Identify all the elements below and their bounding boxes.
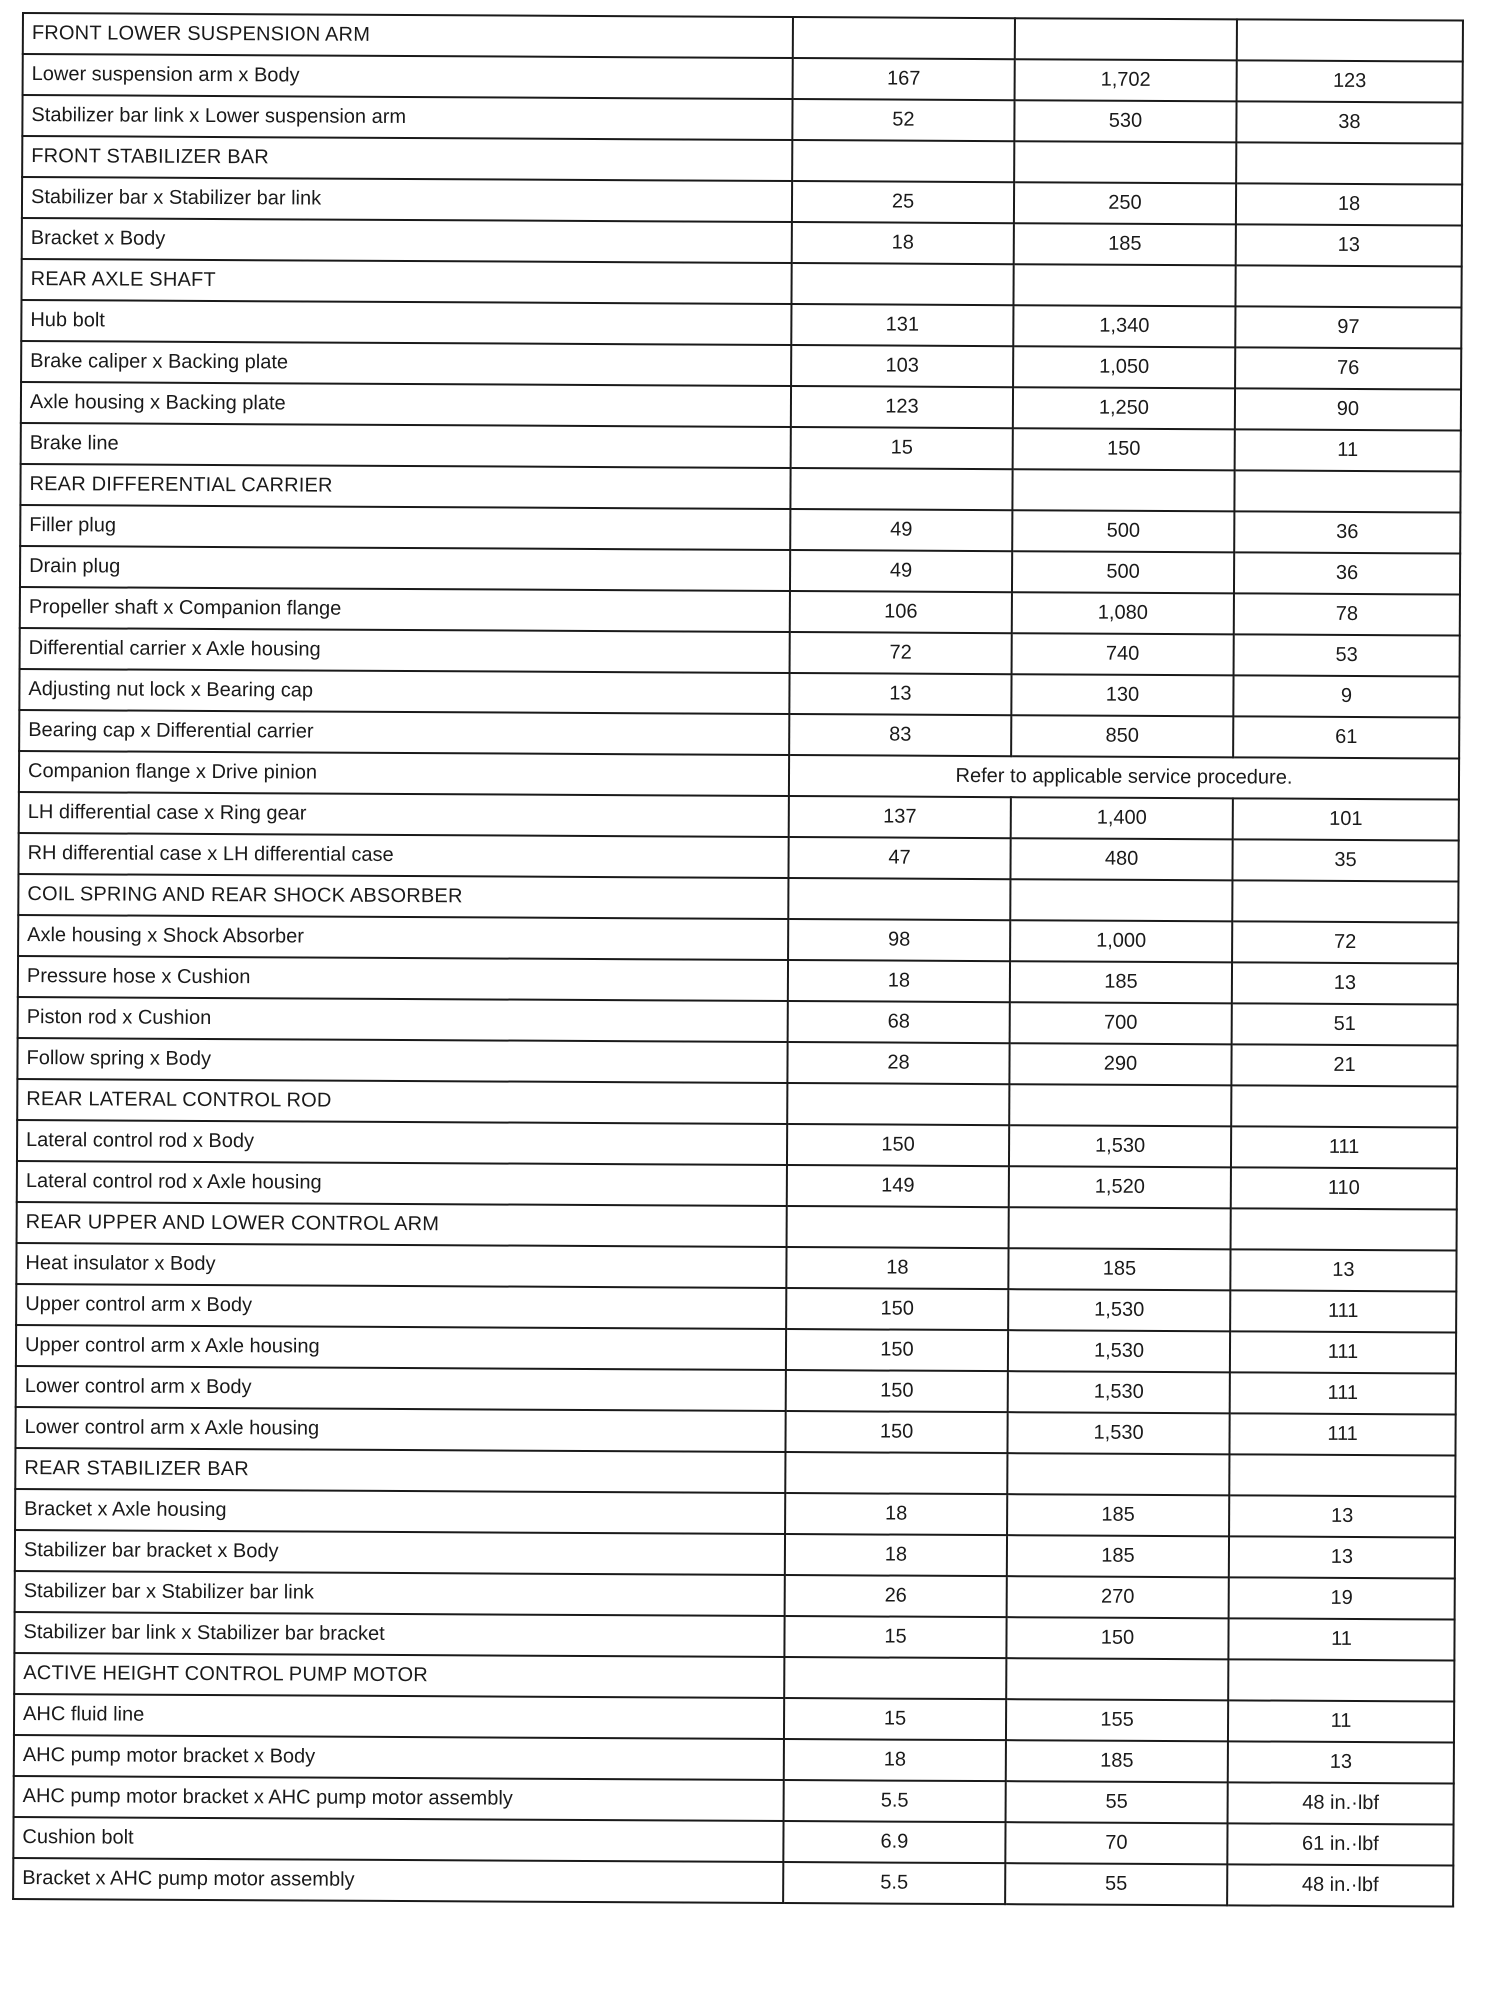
torque-nm-value: 150 bbox=[786, 1329, 1008, 1371]
part-name: Stabilizer bar link x Lower suspension arm bbox=[22, 95, 792, 140]
torque-kgf-cm-value: 1,702 bbox=[1015, 59, 1237, 101]
torque-kgf-cm-value: 185 bbox=[1007, 1494, 1229, 1536]
part-name: AHC pump motor bracket x Body bbox=[14, 1735, 784, 1780]
empty-cell bbox=[785, 1452, 1007, 1494]
part-name: Lateral control rod x Body bbox=[17, 1120, 787, 1165]
torque-ft-lbf-value: 48 in.·lbf bbox=[1228, 1782, 1454, 1824]
torque-nm-value: 150 bbox=[786, 1288, 1008, 1330]
torque-nm-value: 167 bbox=[793, 58, 1015, 100]
torque-kgf-cm-value: 1,250 bbox=[1013, 387, 1235, 429]
torque-ft-lbf-value: 13 bbox=[1230, 1249, 1456, 1291]
torque-kgf-cm-value: 130 bbox=[1011, 674, 1233, 716]
procedure-note: Refer to applicable service procedure. bbox=[789, 755, 1459, 800]
torque-ft-lbf-value: 36 bbox=[1234, 552, 1460, 594]
torque-kgf-cm-value: 250 bbox=[1014, 182, 1236, 224]
empty-cell bbox=[1236, 142, 1462, 184]
part-name: Bracket x Body bbox=[22, 218, 792, 263]
torque-nm-value: 72 bbox=[790, 632, 1012, 674]
empty-cell bbox=[1232, 880, 1458, 922]
part-name: Stabilizer bar link x Stabilizer bar bracket bbox=[14, 1612, 784, 1657]
torque-ft-lbf-value: 123 bbox=[1237, 60, 1463, 102]
empty-cell bbox=[1009, 1207, 1231, 1249]
empty-cell bbox=[1012, 469, 1234, 511]
section-title: FRONT LOWER SUSPENSION ARM bbox=[23, 13, 793, 58]
torque-kgf-cm-value: 1,080 bbox=[1012, 592, 1234, 634]
torque-nm-value: 52 bbox=[792, 99, 1014, 141]
part-name: AHC pump motor bracket x AHC pump motor assembly bbox=[14, 1776, 784, 1821]
torque-kgf-cm-value: 155 bbox=[1006, 1699, 1228, 1741]
torque-ft-lbf-value: 11 bbox=[1228, 1700, 1454, 1742]
torque-ft-lbf-value: 11 bbox=[1235, 429, 1461, 471]
torque-nm-value: 13 bbox=[789, 673, 1011, 715]
torque-nm-value: 83 bbox=[789, 714, 1011, 756]
part-name: Propeller shaft x Companion flange bbox=[20, 587, 790, 632]
part-name: Axle housing x Backing plate bbox=[21, 382, 791, 427]
torque-kgf-cm-value: 55 bbox=[1006, 1781, 1228, 1823]
torque-kgf-cm-value: 185 bbox=[1008, 1248, 1230, 1290]
section-title: REAR DIFFERENTIAL CARRIER bbox=[20, 464, 790, 509]
torque-kgf-cm-value: 1,520 bbox=[1009, 1166, 1231, 1208]
torque-nm-value: 150 bbox=[786, 1370, 1008, 1412]
torque-kgf-cm-value: 1,530 bbox=[1008, 1330, 1230, 1372]
torque-nm-value: 18 bbox=[785, 1493, 1007, 1535]
torque-ft-lbf-value: 13 bbox=[1236, 224, 1462, 266]
table-row bbox=[13, 1858, 1453, 1907]
empty-cell bbox=[790, 468, 1012, 510]
part-name: Companion flange x Drive pinion bbox=[19, 751, 789, 796]
torque-table bbox=[12, 12, 1464, 1908]
empty-cell bbox=[1006, 1658, 1228, 1700]
torque-nm-value: 5.5 bbox=[784, 1780, 1006, 1822]
torque-ft-lbf-value: 78 bbox=[1234, 593, 1460, 635]
torque-nm-value: 150 bbox=[787, 1124, 1009, 1166]
torque-kgf-cm-value: 740 bbox=[1012, 633, 1234, 675]
torque-kgf-cm-value: 1,340 bbox=[1013, 305, 1235, 347]
part-name: Bracket x Axle housing bbox=[15, 1489, 785, 1534]
torque-ft-lbf-value: 13 bbox=[1228, 1741, 1454, 1783]
torque-ft-lbf-value: 18 bbox=[1236, 183, 1462, 225]
empty-cell bbox=[1010, 879, 1232, 921]
empty-cell bbox=[1228, 1659, 1454, 1701]
part-name: Lower control arm x Axle housing bbox=[15, 1407, 785, 1452]
part-name: Lower control arm x Body bbox=[16, 1366, 786, 1411]
torque-nm-value: 15 bbox=[784, 1616, 1006, 1658]
torque-ft-lbf-value: 111 bbox=[1230, 1372, 1456, 1414]
empty-cell bbox=[793, 17, 1015, 59]
torque-ft-lbf-value: 111 bbox=[1229, 1413, 1455, 1455]
torque-nm-value: 28 bbox=[787, 1042, 1009, 1084]
part-name: Lateral control rod x Axle housing bbox=[17, 1161, 787, 1206]
torque-nm-value: 123 bbox=[791, 386, 1013, 428]
part-name: Brake caliper x Backing plate bbox=[21, 341, 791, 386]
empty-cell bbox=[787, 1206, 1009, 1248]
empty-cell bbox=[1234, 470, 1460, 512]
torque-nm-value: 18 bbox=[785, 1534, 1007, 1576]
torque-nm-value: 6.9 bbox=[783, 1821, 1005, 1863]
empty-cell bbox=[1237, 19, 1463, 61]
torque-ft-lbf-value: 36 bbox=[1234, 511, 1460, 553]
torque-nm-value: 18 bbox=[792, 222, 1014, 264]
torque-nm-value: 18 bbox=[786, 1247, 1008, 1289]
torque-ft-lbf-value: 61 in.·lbf bbox=[1227, 1823, 1453, 1865]
empty-cell bbox=[1009, 1084, 1231, 1126]
torque-ft-lbf-value: 110 bbox=[1231, 1167, 1457, 1209]
torque-kgf-cm-value: 185 bbox=[1014, 223, 1236, 265]
torque-nm-value: 150 bbox=[785, 1411, 1007, 1453]
torque-nm-value: 103 bbox=[791, 345, 1013, 387]
empty-cell bbox=[1235, 265, 1461, 307]
torque-kgf-cm-value: 850 bbox=[1011, 715, 1233, 757]
torque-nm-value: 106 bbox=[790, 591, 1012, 633]
torque-kgf-cm-value: 480 bbox=[1010, 838, 1232, 880]
torque-ft-lbf-value: 13 bbox=[1229, 1495, 1455, 1537]
empty-cell bbox=[1015, 18, 1237, 60]
torque-ft-lbf-value: 35 bbox=[1232, 839, 1458, 881]
section-title: FRONT STABILIZER BAR bbox=[22, 136, 792, 181]
torque-kgf-cm-value: 70 bbox=[1005, 1822, 1227, 1864]
torque-nm-value: 98 bbox=[788, 919, 1010, 961]
torque-ft-lbf-value: 51 bbox=[1232, 1003, 1458, 1045]
part-name: Upper control arm x Axle housing bbox=[16, 1325, 786, 1370]
torque-kgf-cm-value: 530 bbox=[1014, 100, 1236, 142]
torque-ft-lbf-value: 13 bbox=[1229, 1536, 1455, 1578]
torque-nm-value: 68 bbox=[788, 1001, 1010, 1043]
torque-ft-lbf-value: 9 bbox=[1233, 675, 1459, 717]
torque-kgf-cm-value: 290 bbox=[1009, 1043, 1231, 1085]
part-name: Piston rod x Cushion bbox=[18, 997, 788, 1042]
torque-kgf-cm-value: 700 bbox=[1010, 1002, 1232, 1044]
empty-cell bbox=[1229, 1454, 1455, 1496]
part-name: AHC fluid line bbox=[14, 1694, 784, 1739]
torque-nm-value: 131 bbox=[791, 304, 1013, 346]
torque-ft-lbf-value: 111 bbox=[1230, 1331, 1456, 1373]
torque-kgf-cm-value: 1,050 bbox=[1013, 346, 1235, 388]
part-name: Lower suspension arm x Body bbox=[23, 54, 793, 99]
torque-ft-lbf-value: 72 bbox=[1232, 921, 1458, 963]
torque-kgf-cm-value: 1,530 bbox=[1009, 1125, 1231, 1167]
section-title: REAR STABILIZER BAR bbox=[15, 1448, 785, 1493]
torque-nm-value: 5.5 bbox=[783, 1862, 1005, 1904]
torque-nm-value: 49 bbox=[790, 509, 1012, 551]
part-name: Follow spring x Body bbox=[17, 1038, 787, 1083]
section-title: ACTIVE HEIGHT CONTROL PUMP MOTOR bbox=[14, 1653, 784, 1698]
empty-cell bbox=[1013, 264, 1235, 306]
empty-cell bbox=[1231, 1085, 1457, 1127]
torque-nm-value: 18 bbox=[784, 1739, 1006, 1781]
torque-ft-lbf-value: 111 bbox=[1230, 1290, 1456, 1332]
section-title: COIL SPRING AND REAR SHOCK ABSORBER bbox=[18, 874, 788, 919]
part-name: Filler plug bbox=[20, 505, 790, 550]
part-name: Stabilizer bar bracket x Body bbox=[15, 1530, 785, 1575]
section-title: REAR LATERAL CONTROL ROD bbox=[17, 1079, 787, 1124]
torque-nm-value: 18 bbox=[788, 960, 1010, 1002]
part-name: Pressure hose x Cushion bbox=[18, 956, 788, 1001]
section-title: REAR UPPER AND LOWER CONTROL ARM bbox=[17, 1202, 787, 1247]
empty-cell bbox=[787, 1083, 1009, 1125]
torque-ft-lbf-value: 11 bbox=[1228, 1618, 1454, 1660]
torque-kgf-cm-value: 185 bbox=[1010, 961, 1232, 1003]
torque-kgf-cm-value: 1,530 bbox=[1007, 1412, 1229, 1454]
torque-kgf-cm-value: 185 bbox=[1006, 1740, 1228, 1782]
empty-cell bbox=[791, 263, 1013, 305]
torque-kgf-cm-value: 1,530 bbox=[1008, 1289, 1230, 1331]
empty-cell bbox=[784, 1657, 1006, 1699]
part-name: Bearing cap x Differential carrier bbox=[19, 710, 789, 755]
torque-kgf-cm-value: 1,000 bbox=[1010, 920, 1232, 962]
torque-nm-value: 137 bbox=[789, 796, 1011, 838]
torque-ft-lbf-value: 38 bbox=[1236, 101, 1462, 143]
torque-nm-value: 26 bbox=[785, 1575, 1007, 1617]
empty-cell bbox=[1014, 141, 1236, 183]
empty-cell bbox=[1007, 1453, 1229, 1495]
part-name: Upper control arm x Body bbox=[16, 1284, 786, 1329]
torque-ft-lbf-value: 48 in.·lbf bbox=[1227, 1864, 1453, 1906]
part-name: Stabilizer bar x Stabilizer bar link bbox=[22, 177, 792, 222]
torque-kgf-cm-value: 270 bbox=[1007, 1576, 1229, 1618]
empty-cell bbox=[1231, 1208, 1457, 1250]
torque-nm-value: 47 bbox=[788, 837, 1010, 879]
torque-kgf-cm-value: 500 bbox=[1012, 551, 1234, 593]
part-name: Bracket x AHC pump motor assembly bbox=[13, 1858, 783, 1903]
part-name: Adjusting nut lock x Bearing cap bbox=[19, 669, 789, 714]
empty-cell bbox=[792, 140, 1014, 182]
torque-nm-value: 25 bbox=[792, 181, 1014, 223]
torque-ft-lbf-value: 13 bbox=[1232, 962, 1458, 1004]
torque-ft-lbf-value: 21 bbox=[1231, 1044, 1457, 1086]
torque-ft-lbf-value: 19 bbox=[1229, 1577, 1455, 1619]
torque-kgf-cm-value: 150 bbox=[1006, 1617, 1228, 1659]
torque-kgf-cm-value: 500 bbox=[1012, 510, 1234, 552]
part-name: Drain plug bbox=[20, 546, 790, 591]
torque-ft-lbf-value: 101 bbox=[1233, 798, 1459, 840]
torque-nm-value: 149 bbox=[787, 1165, 1009, 1207]
torque-ft-lbf-value: 111 bbox=[1231, 1126, 1457, 1168]
torque-table-body bbox=[13, 13, 1463, 1907]
part-name: Hub bolt bbox=[21, 300, 791, 345]
part-name: Stabilizer bar x Stabilizer bar link bbox=[15, 1571, 785, 1616]
part-name: Axle housing x Shock Absorber bbox=[18, 915, 788, 960]
part-name: Differential carrier x Axle housing bbox=[20, 628, 790, 673]
torque-ft-lbf-value: 76 bbox=[1235, 347, 1461, 389]
part-name: LH differential case x Ring gear bbox=[19, 792, 789, 837]
torque-ft-lbf-value: 61 bbox=[1233, 716, 1459, 758]
torque-kgf-cm-value: 1,400 bbox=[1011, 797, 1233, 839]
torque-nm-value: 49 bbox=[790, 550, 1012, 592]
torque-spec-sheet bbox=[12, 12, 1462, 1908]
torque-nm-value: 15 bbox=[784, 1698, 1006, 1740]
torque-kgf-cm-value: 185 bbox=[1007, 1535, 1229, 1577]
torque-nm-value: 15 bbox=[791, 427, 1013, 469]
torque-kgf-cm-value: 150 bbox=[1013, 428, 1235, 470]
section-title: REAR AXLE SHAFT bbox=[21, 259, 791, 304]
part-name: Cushion bolt bbox=[13, 1817, 783, 1862]
part-name: Heat insulator x Body bbox=[16, 1243, 786, 1288]
torque-ft-lbf-value: 97 bbox=[1235, 306, 1461, 348]
empty-cell bbox=[788, 878, 1010, 920]
part-name: RH differential case x LH differential case bbox=[18, 833, 788, 878]
torque-kgf-cm-value: 55 bbox=[1005, 1863, 1227, 1905]
torque-kgf-cm-value: 1,530 bbox=[1008, 1371, 1230, 1413]
torque-ft-lbf-value: 53 bbox=[1234, 634, 1460, 676]
part-name: Brake line bbox=[21, 423, 791, 468]
torque-ft-lbf-value: 90 bbox=[1235, 388, 1461, 430]
